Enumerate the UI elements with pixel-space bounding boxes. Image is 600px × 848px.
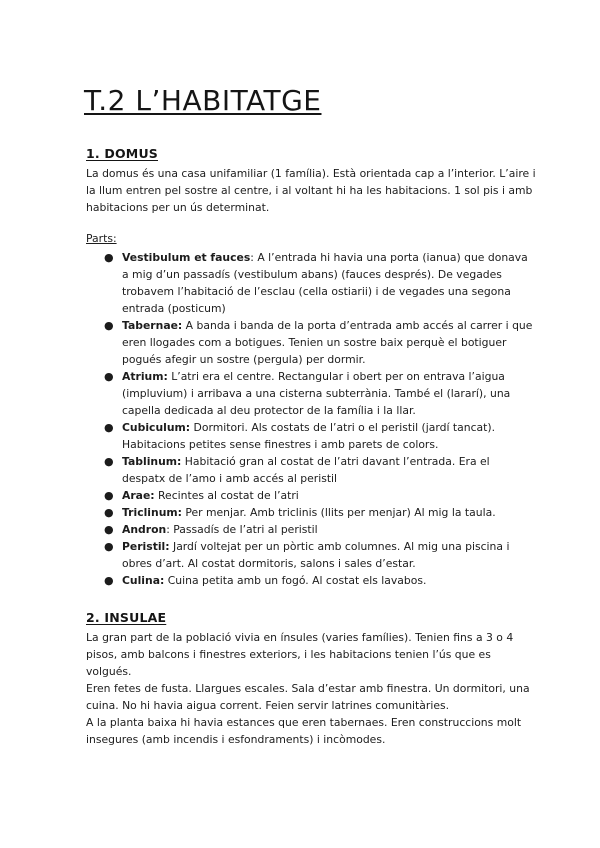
bullet-icon: ● <box>104 319 114 332</box>
part-description: Cuina petita amb un fogó. Al costat els lavabos. <box>164 574 427 587</box>
part-description: : Passadís de l’atri al peristil <box>166 523 318 536</box>
bullet-icon: ● <box>104 370 114 383</box>
bullet-icon: ● <box>104 540 114 553</box>
part-term: Atrium: <box>122 370 168 383</box>
domus-intro: La domus és una casa unifamiliar (1 família). Està orientada cap a l’interior. L’aire i la llum entren pel sostre al centre, i al voltant hi ha les habitacions. 1 sol pis i amb habitacions per un ús determinat. <box>86 167 536 214</box>
part-description: Dormitori. Als costats de l’atri o el peristil (jardí tancat). Habitacions petites sense finestres i amb parets de colors. <box>122 421 496 451</box>
list-item <box>86 249 536 317</box>
part-term: Tabernae: <box>122 319 183 332</box>
insulae-paragraph-2: Eren fetes de fusta. Llargues escales. Sala d’estar amb finestra. Un dormitori, una cuina. No hi havia aigua corrent. Feien servir latrines comunitàries. <box>86 682 530 712</box>
parts-list <box>86 249 536 589</box>
section-domus <box>86 146 536 589</box>
part-term: Triclinum: <box>122 506 182 519</box>
bullet-icon: ● <box>104 489 114 502</box>
bullet-icon: ● <box>104 523 114 536</box>
section-insulae <box>86 610 536 748</box>
section-heading-domus: 1. DOMUS <box>86 146 158 161</box>
bullet-icon: ● <box>104 455 114 468</box>
part-description: L’atri era el centre. Rectangular i obert per on entrava l’aigua (impluvium) i arribava a una cisterna subterrània. També el (lararí), una capella dedicada al deu protector de la família i la llar. <box>122 370 511 417</box>
list-item <box>86 521 536 538</box>
parts-label: Parts: <box>86 232 117 245</box>
part-term: Vestibulum et fauces <box>122 251 251 264</box>
bullet-icon: ● <box>104 251 114 264</box>
part-description: Habitació gran al costat de l’atri davant l’entrada. Era el despatx de l’amo i amb accés al peristil <box>122 455 490 485</box>
list-item <box>86 317 536 368</box>
part-term: Andron <box>122 523 167 536</box>
section-heading-insulae: 2. INSULAE <box>86 610 167 625</box>
list-item <box>86 572 536 589</box>
part-term: Arae: <box>122 489 155 502</box>
bullet-icon: ● <box>104 421 114 434</box>
part-description: Jardí voltejat per un pòrtic amb columnes. Al mig una piscina i obres d’art. Al costat dormitoris, salons i sales d’estar. <box>122 540 510 570</box>
list-item <box>86 487 536 504</box>
part-description: A banda i banda de la porta d’entrada amb accés al carrer i que eren llogades com a botigues. Tenien un sostre baix perquè el botiguer pogués afegir un sostre (pergula) per dormir. <box>122 319 533 366</box>
part-description: Recintes al costat de l’atri <box>154 489 299 502</box>
list-item <box>86 453 536 487</box>
bullet-icon: ● <box>104 506 114 519</box>
insulae-paragraph-3: A la planta baixa hi havia estances que eren tabernaes. Eren construccions molt insegures (amb incendis i esfondraments) i incòmodes. <box>86 716 522 746</box>
part-description: Per menjar. Amb triclinis (llits per menjar) Al mig la taula. <box>181 506 496 519</box>
part-term: Peristil: <box>122 540 170 553</box>
list-item <box>86 419 536 453</box>
page-title: T.2 L’HABITATGE <box>84 84 322 117</box>
part-term: Culina: <box>122 574 165 587</box>
insulae-paragraph-1: La gran part de la població vivia en ínsules (varies famílies). Tenien fins a 3 o 4 pisos, amb balcons i finestres exteriors, i les habitacions tenien l’ús que es volgués. <box>86 631 514 678</box>
bullet-icon: ● <box>104 574 114 587</box>
part-term: Tablinum: <box>122 455 182 468</box>
list-item <box>86 504 536 521</box>
part-description: : A l’entrada hi havia una porta (ianua) que donava a mig d’un passadís (vestibulum abans) (fauces després). De vegades trobavem l’habitació de l’esclau (cella ostiarii) i de vegades una segona entrada (posticum) <box>122 251 528 315</box>
list-item <box>86 538 536 572</box>
part-term: Cubiculum: <box>122 421 191 434</box>
list-item <box>86 368 536 419</box>
